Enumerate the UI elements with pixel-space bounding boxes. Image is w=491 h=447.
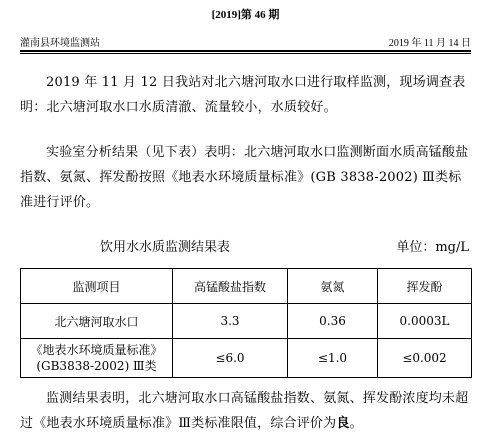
header-rule-thin bbox=[20, 53, 471, 54]
table-cell: 北六塘河取水口 bbox=[21, 304, 173, 339]
table-cell: ≤6.0 bbox=[173, 339, 288, 378]
table-header-cell: 监测项目 bbox=[21, 269, 173, 304]
paragraph-analysis: 实验室分析结果（见下表）表明：北六塘河取水口监测断面水质高锰酸盐指数、氨氮、挥发酚按照《地表水环境质量标准》(GB 3838-2002) Ⅲ类标准进行评价。 bbox=[20, 145, 469, 210]
paragraph-conclusion bbox=[20, 386, 471, 436]
table-cell: ≤1.0 bbox=[288, 339, 378, 378]
table-title-row bbox=[0, 236, 491, 254]
conclusion-end: 。 bbox=[349, 416, 363, 431]
table-cell: 《地表水环境质量标准》(GB3838-2002) Ⅲ类 bbox=[21, 339, 173, 378]
table-caption: 饮用水水质监测结果表 bbox=[100, 240, 231, 255]
conclusion-text: 监测结果表明，北六塘河取水口高锰酸盐指数、氨氮、挥发酚浓度均未超过《地表水环境质量标准》Ⅲ类标准限值，综合评价为 bbox=[20, 391, 469, 431]
results-table bbox=[20, 268, 472, 378]
table-row bbox=[21, 339, 472, 378]
header-rule-thick bbox=[20, 50, 471, 52]
table-cell: 0.0003L bbox=[378, 304, 472, 339]
table-unit: 单位：mg/L bbox=[396, 240, 469, 255]
conclusion-result: 良 bbox=[336, 416, 350, 431]
report-date: 2019 年 11 月 14 日 bbox=[388, 38, 471, 49]
table-header-cell: 高锰酸盐指数 bbox=[173, 269, 288, 304]
table-header-cell: 挥发酚 bbox=[378, 269, 472, 304]
table-cell: 0.36 bbox=[288, 304, 378, 339]
table-row bbox=[21, 304, 472, 339]
issue-number: [2019]第 46 期 bbox=[211, 9, 280, 21]
table-header-row bbox=[21, 269, 472, 304]
paragraph-sampling: 2019 年 11 月 12 日我站对北六塘河取水口进行取样监测，现场调查表明：北六塘河取水口水质清澈、流量较小，水质较好。 bbox=[20, 75, 466, 115]
table-header-cell: 氨氮 bbox=[288, 269, 378, 304]
header-row bbox=[20, 34, 471, 48]
table-cell: ≤0.002 bbox=[378, 339, 472, 378]
table-cell: 3.3 bbox=[173, 304, 288, 339]
organization-name: 灌南县环境监测站 bbox=[20, 38, 100, 49]
